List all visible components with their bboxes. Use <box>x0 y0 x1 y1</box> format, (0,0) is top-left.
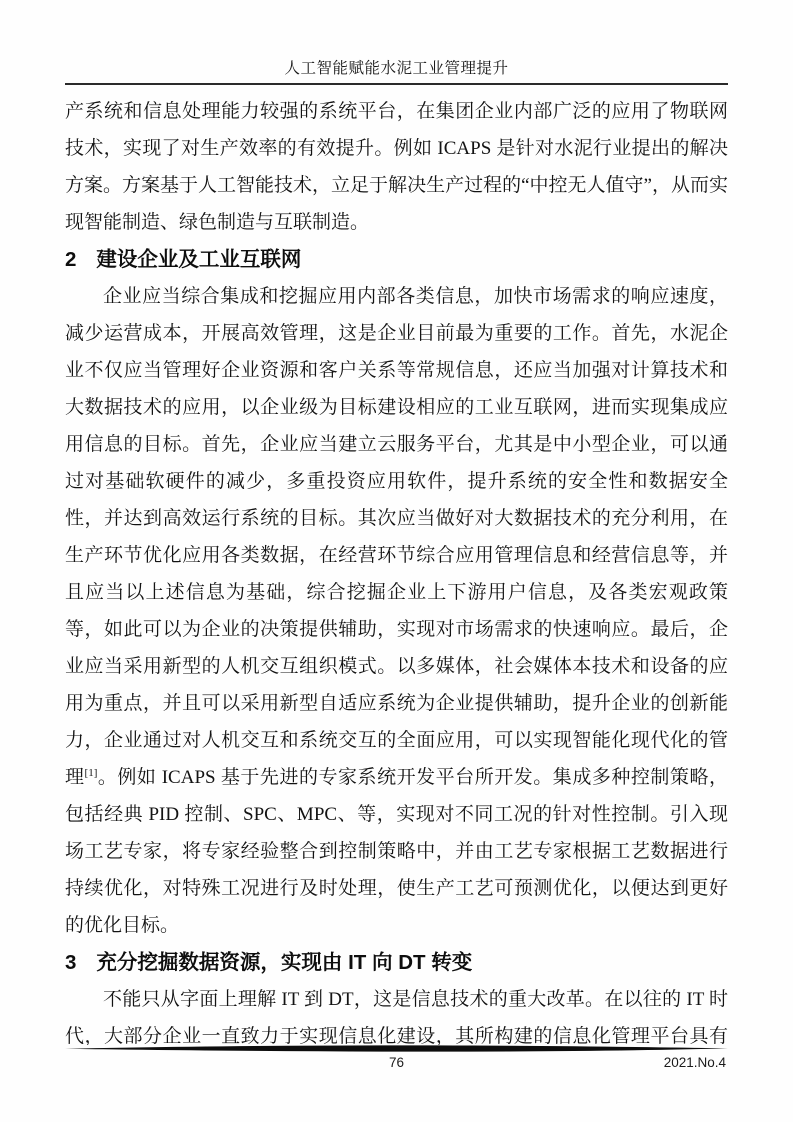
section-number: 2 <box>65 248 77 271</box>
section-heading-2 <box>65 241 728 278</box>
section-title: 建设企业及工业互联网 <box>96 248 302 271</box>
section-number: 3 <box>65 951 77 974</box>
paragraph-section3: 不能只从字面上理解 IT 到 DT，这是信息技术的重大改革。在以往的 IT 时代，大部分企业一直致力于实现信息化建设，其所构建的信息化管理平台具有 <box>65 989 728 1045</box>
footer-rule <box>65 1044 728 1054</box>
page-footer <box>65 1044 728 1075</box>
section2-text-before-citation: 企业应当综合集成和挖掘应用内部各类信息，加快市场需求的响应速度，减少运营成本，开展高效管理，这是企业目前最为重要的工作。首先，水泥企业不仅应当管理好企业资源和客户关系等常规信息，还应当加强对计算技术和大数据技术的应用，以企业级为目标建设相应的工业互联网，进而实现集成应用信息的目标。首先，企业应当建立云服务平台，尤其是中小型企业，可以通过对基础软硬件的减少，多重投资应用软件，提升系统的安全性和数据安全性，并达到高效运行系统的目标。其次应当做好对大数据技术的充分利用，在生产环节优化应用各类数据，在经营环节综合应用管理信息和经营信息等，并且应当以上述信息为基础，综合挖掘企业上下游用户信息，及各类宏观政策等，如此可以为企业的决策提供辅助，实现对市场需求的快速响应。最后，企业应当采用新型的人机交互组织模式。以多媒体，社会媒体本技术和设备的应用为重点，并且可以采用新型自适应系统为企业提供辅助，提升企业的创新能力，企业通过对人机交互和系统交互的全面应用，可以实现智能化现代化的管理 <box>65 286 728 788</box>
section-title: 充分挖掘数据资源，实现由 IT 向 DT 转变 <box>96 951 473 974</box>
page-content <box>65 0 728 1045</box>
paragraph-continuation: 产系统和信息处理能力较强的系统平台，在集团企业内部广泛的应用了物联网技术，实现了对生产效率的有效提升。例如 ICAPS 是针对水泥行业提出的解决方案。方案基于人工智能技术，立足于解决生产过程的“中控无人值守”，从而实现智能制造、绿色制造与互联制造。 <box>65 101 728 233</box>
section-heading-3 <box>65 944 728 981</box>
section2-text-after-citation: 。例如 ICAPS 基于先进的专家系统开发平台所开发。集成多种控制策略，包括经典 PID 控制、SPC、MPC、等，实现对不同工况的针对性控制。引入现场工艺专家，将专家经验整合到控制策略中，并由工艺专家根据工艺数据进行持续优化，对特殊工况进行及时处理，使生产工艺可预测优化，以便达到更好的优化目标。 <box>65 767 728 936</box>
footer-row <box>65 1055 728 1075</box>
page-number: 76 <box>388 1055 405 1070</box>
citation-ref-1: [1] <box>84 767 98 779</box>
paragraph-section2 <box>65 278 728 944</box>
article-body <box>65 93 728 1045</box>
running-title: 人工智能赋能水泥工业管理提升 <box>284 60 509 77</box>
issue-label: 2021.No.4 <box>663 1055 726 1070</box>
header-rule <box>65 83 728 85</box>
page-header <box>65 0 728 85</box>
